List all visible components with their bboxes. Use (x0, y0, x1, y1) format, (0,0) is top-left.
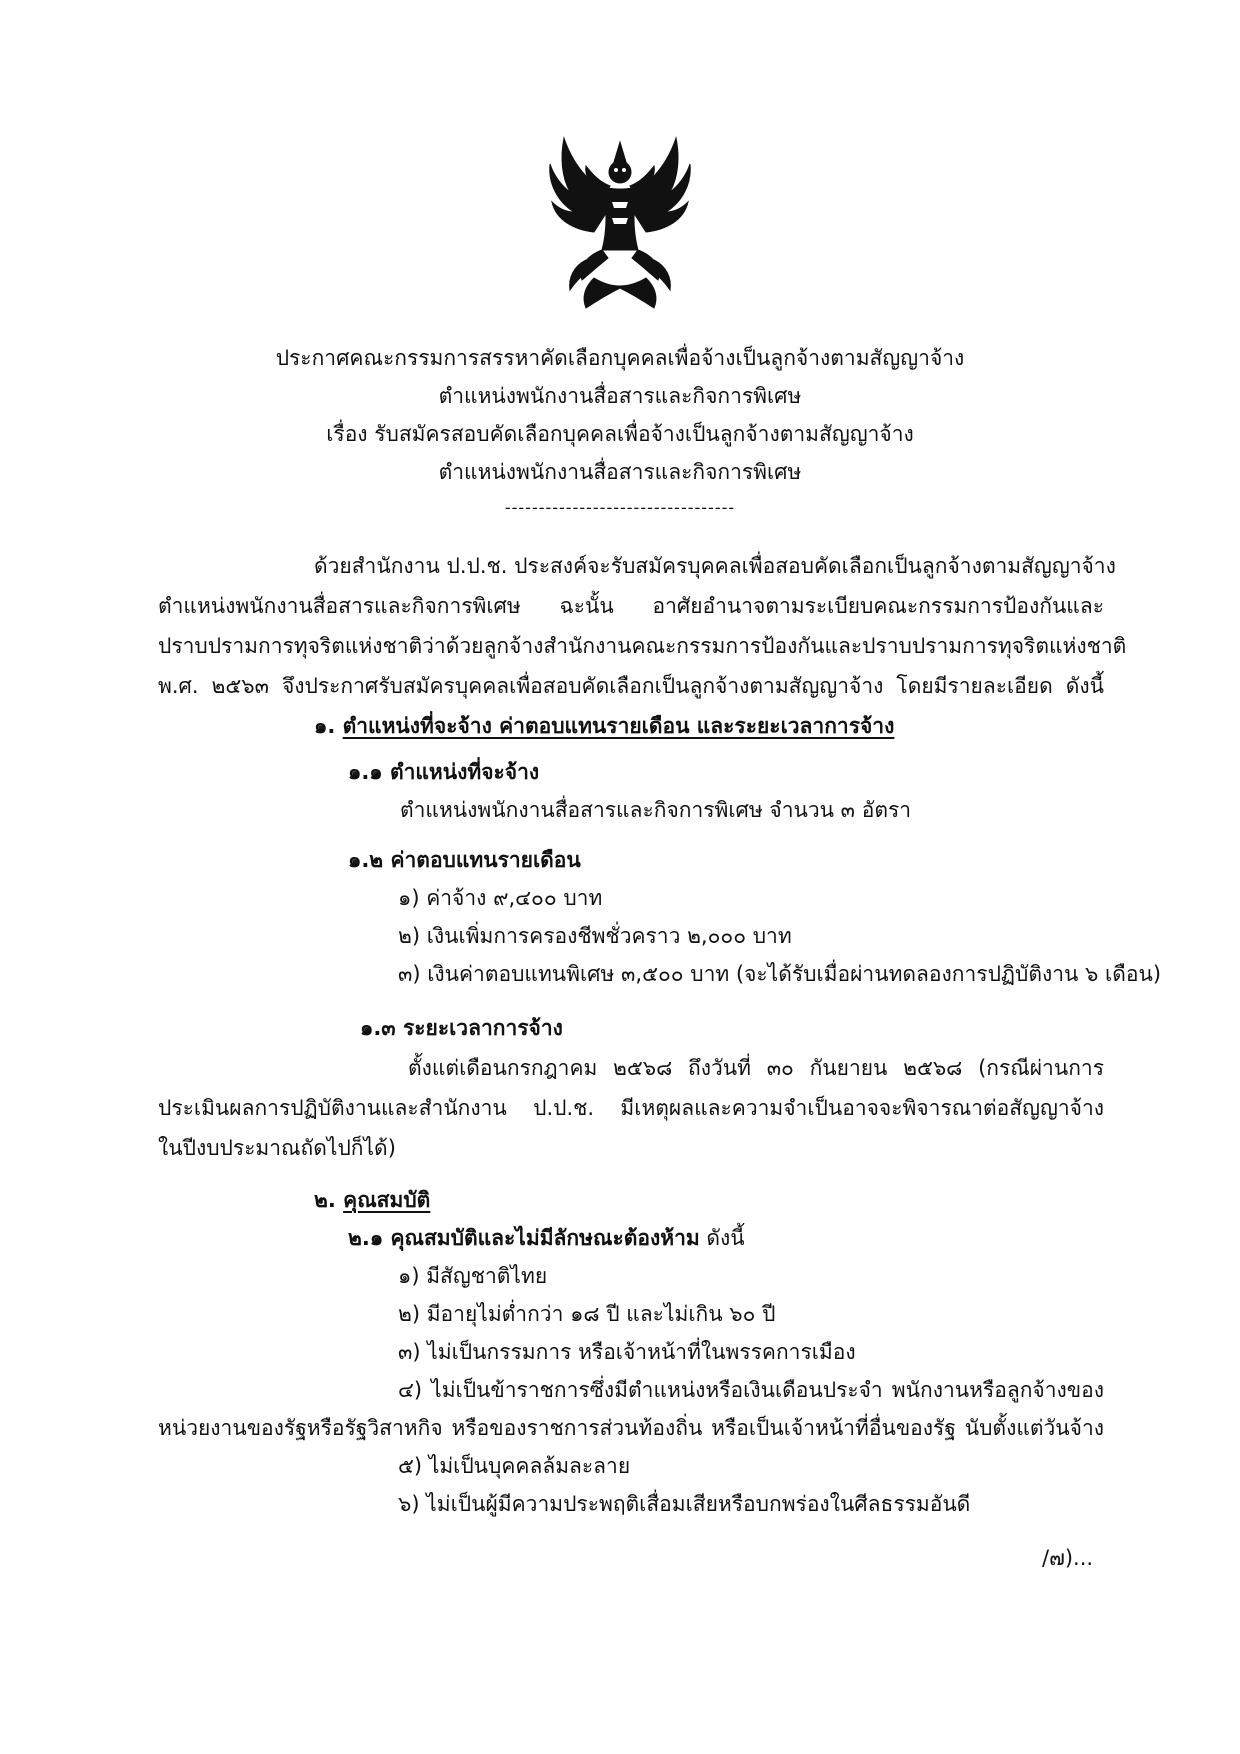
list-item: ๓) ไม่เป็นกรรมการ หรือเจ้าหน้าที่ในพรรคการเมือง (398, 1340, 856, 1364)
list-item: ๕) ไม่เป็นบุคคลล้มละลาย (398, 1454, 631, 1478)
section-1-heading (314, 712, 894, 740)
announcement-subject-line-1: เรื่อง รับสมัครสอบคัดเลือกบุคคลเพื่อจ้างเป็นลูกจ้างตามสัญญาจ้าง (326, 422, 914, 446)
section-2-number: ๒. (314, 1188, 336, 1212)
intro-line-1: ด้วยสำนักงาน ป.ป.ช. ประสงค์จะรับสมัครบุคคลเพื่อสอบคัดเลือกเป็นลูกจ้างตามสัญญาจ้าง (314, 554, 1116, 578)
section-2-1-suffix: ดังนี้ (699, 1226, 745, 1250)
section-1-3-line-1: ตั้งแต่เดือนกรกฎาคม ๒๕๖๘ ถึงวันที่ ๓๐ กันยายน ๒๕๖๘ (กรณีผ่านการ (408, 1056, 1104, 1080)
header-separator: ---------------------------------- (504, 498, 736, 517)
intro-line-4: พ.ศ. ๒๕๖๓ จึงประกาศรับสมัครบุคคลเพื่อสอบคัดเลือกเป็นลูกจ้างตามสัญญาจ้าง โดยมีรายละเอียด ดังนี้ (158, 674, 1104, 698)
list-item-continuation: หน่วยงานของรัฐหรือรัฐวิสาหกิจ หรือของราชการส่วนท้องถิ่น หรือเป็นเจ้าหน้าที่อื่นของรัฐ นับตั้งแต่วันจ้าง (158, 1416, 1104, 1440)
intro-line-3: ปราบปรามการทุจริตแห่งชาติว่าด้วยลูกจ้างสำนักงานคณะกรรมการป้องกันและปราบปรามการทุจริตแห่งชาติ (158, 634, 1127, 658)
section-2-1-title: ๒.๑ คุณสมบัติและไม่มีลักษณะต้องห้าม (348, 1226, 700, 1250)
section-1-3-line-2: ประเมินผลการปฏิบัติงานและสำนักงาน ป.ป.ช. มีเหตุผลและความจำเป็นอาจจะพิจารณาต่อสัญญาจ้าง (158, 1096, 1104, 1120)
page-continuation-marker: /๗)... (1042, 1546, 1094, 1570)
list-item: ๑) ค่าจ้าง ๙,๔๐๐ บาท (398, 886, 603, 910)
announcement-title-line-2: ตำแหน่งพนักงานสื่อสารและกิจการพิเศษ (438, 384, 802, 408)
section-1-title: ตำแหน่งที่จะจ้าง ค่าตอบแทนรายเดือน และระยะเวลาการจ้าง (342, 714, 895, 738)
list-item: ๖) ไม่เป็นผู้มีความประพฤติเสื่อมเสียหรือบกพร่องในศีลธรรมอันดี (398, 1492, 971, 1516)
announcement-title-line-1: ประกาศคณะกรรมการสรรหาคัดเลือกบุคคลเพื่อจ้างเป็นลูกจ้างตามสัญญาจ้าง (275, 346, 965, 370)
list-item: ๑) มีสัญชาติไทย (398, 1264, 548, 1288)
list-item: ๒) มีอายุไม่ต่ำกว่า ๑๘ ปี และไม่เกิน ๖๐ ปี (398, 1302, 776, 1326)
intro-line-2: ตำแหน่งพนักงานสื่อสารและกิจการพิเศษ ฉะนั้น อาศัยอำนาจตามระเบียบคณะกรรมการป้องกันและ (158, 594, 1104, 618)
section-1-1-text: ตำแหน่งพนักงานสื่อสารและกิจการพิเศษ จำนวน ๓ อัตรา (400, 798, 912, 822)
section-1-1-heading: ๑.๑ ตำแหน่งที่จะจ้าง (348, 760, 540, 784)
section-1-2-heading: ๑.๒ ค่าตอบแทนรายเดือน (348, 848, 581, 872)
section-1-3-heading: ๑.๓ ระยะเวลาการจ้าง (360, 1016, 563, 1040)
garuda-emblem-icon (524, 128, 716, 320)
list-item: ๔) ไม่เป็นข้าราชการซึ่งมีตำแหน่งหรือเงินเดือนประจำ พนักงานหรือลูกจ้างของ (398, 1378, 1104, 1402)
section-2-1-heading (348, 1224, 745, 1252)
section-2-title: คุณสมบัติ (343, 1188, 431, 1212)
list-item: ๓) เงินค่าตอบแทนพิเศษ ๓,๕๐๐ บาท (จะได้รับเมื่อผ่านทดลองการปฏิบัติงาน ๖ เดือน) (398, 962, 1162, 986)
section-1-3-line-3: ในปีงบประมาณถัดไปก็ได้) (158, 1136, 396, 1160)
list-item: ๒) เงินเพิ่มการครองชีพชั่วคราว ๒,๐๐๐ บาท (398, 924, 792, 948)
section-1-number: ๑. (314, 714, 336, 738)
announcement-subject-line-2: ตำแหน่งพนักงานสื่อสารและกิจการพิเศษ (438, 460, 802, 484)
section-2-heading (314, 1186, 430, 1214)
